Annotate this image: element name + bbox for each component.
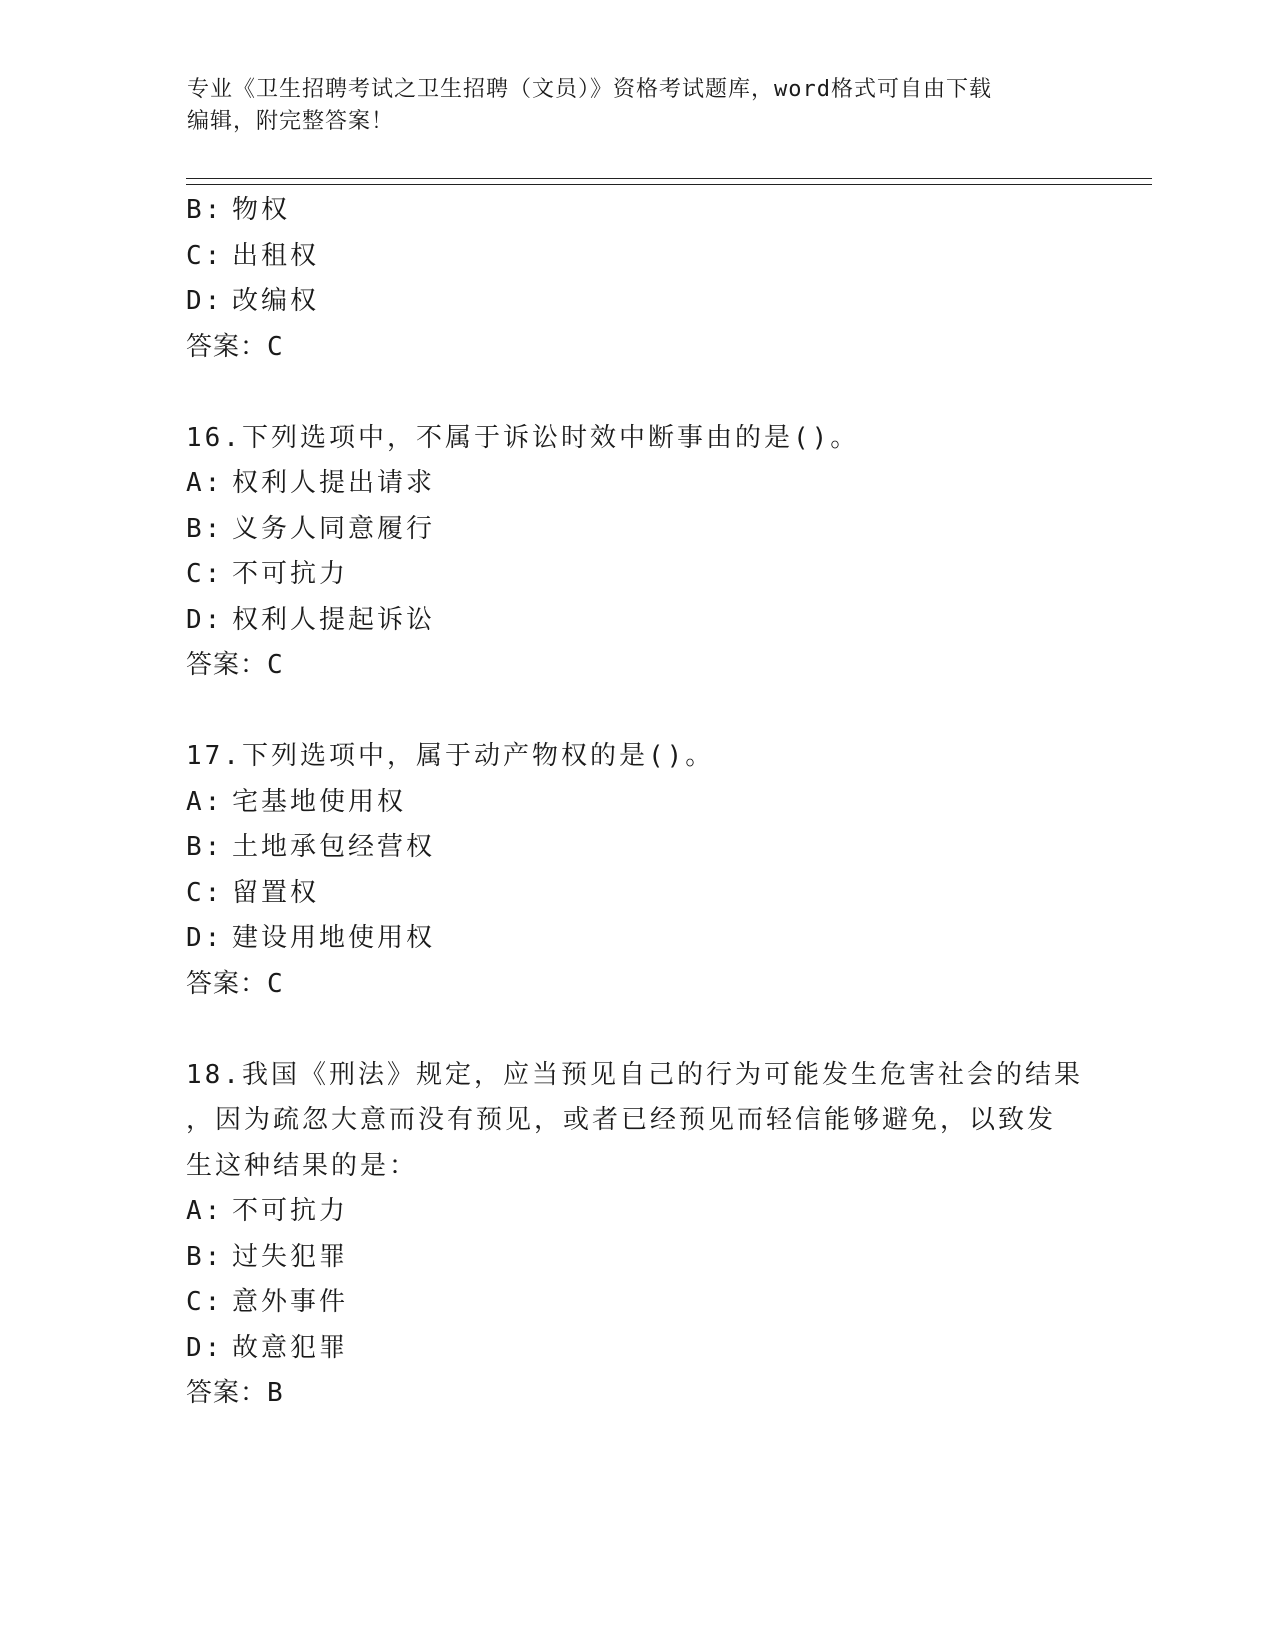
option-b: B: 物权 — [186, 195, 291, 225]
question-17 — [186, 734, 1086, 1007]
option-c: C: 留置权 — [186, 877, 320, 908]
option-b: B: 过失犯罪 — [186, 1241, 349, 1272]
option-a: A: 不可抗力 — [186, 1196, 349, 1226]
option-d: D: 建设用地使用权 — [186, 923, 436, 953]
option-d: D: 改编权 — [186, 286, 320, 316]
document-header — [187, 74, 1087, 138]
question-stem-line-2: ，因为疏忽大意而没有预见，或者已经预见而轻信能够避免，以致发 — [186, 1105, 1057, 1135]
option-c: C: 意外事件 — [186, 1287, 349, 1317]
question-18 — [186, 1053, 1086, 1417]
answer-line: 答案：C — [186, 650, 284, 680]
option-b: B: 土地承包经营权 — [186, 832, 436, 862]
answer-line: 答案：C — [186, 968, 284, 999]
option-b: B: 义务人同意履行 — [186, 513, 436, 544]
option-a: A: 权利人提出请求 — [186, 468, 436, 498]
question-carryover — [186, 188, 1086, 370]
header-line-1: 专业《卫生招聘考试之卫生招聘（文员）》资格考试题库，word格式可自由下载 — [187, 77, 992, 102]
option-d: D: 故意犯罪 — [186, 1332, 349, 1363]
header-divider — [186, 178, 1152, 185]
question-list — [186, 188, 1086, 1417]
question-stem: 17.下列选项中，属于动产物权的是()。 — [186, 741, 715, 771]
option-c: C: 出租权 — [186, 240, 320, 271]
answer-line: 答案：B — [186, 1378, 284, 1408]
option-d: D: 权利人提起诉讼 — [186, 604, 436, 635]
question-stem-line-1: 18.我国《刑法》规定，应当预见自己的行为可能发生危害社会的结果 — [186, 1059, 1083, 1090]
question-stem: 16.下列选项中，不属于诉讼时效中断事由的是()。 — [186, 422, 860, 453]
question-stem-line-3: 生这种结果的是： — [186, 1150, 419, 1181]
answer-line: 答案：C — [186, 331, 284, 362]
option-a: A: 宅基地使用权 — [186, 786, 407, 817]
option-c: C: 不可抗力 — [186, 559, 349, 589]
question-16 — [186, 416, 1086, 689]
header-line-2: 编辑，附完整答案！ — [187, 109, 395, 134]
